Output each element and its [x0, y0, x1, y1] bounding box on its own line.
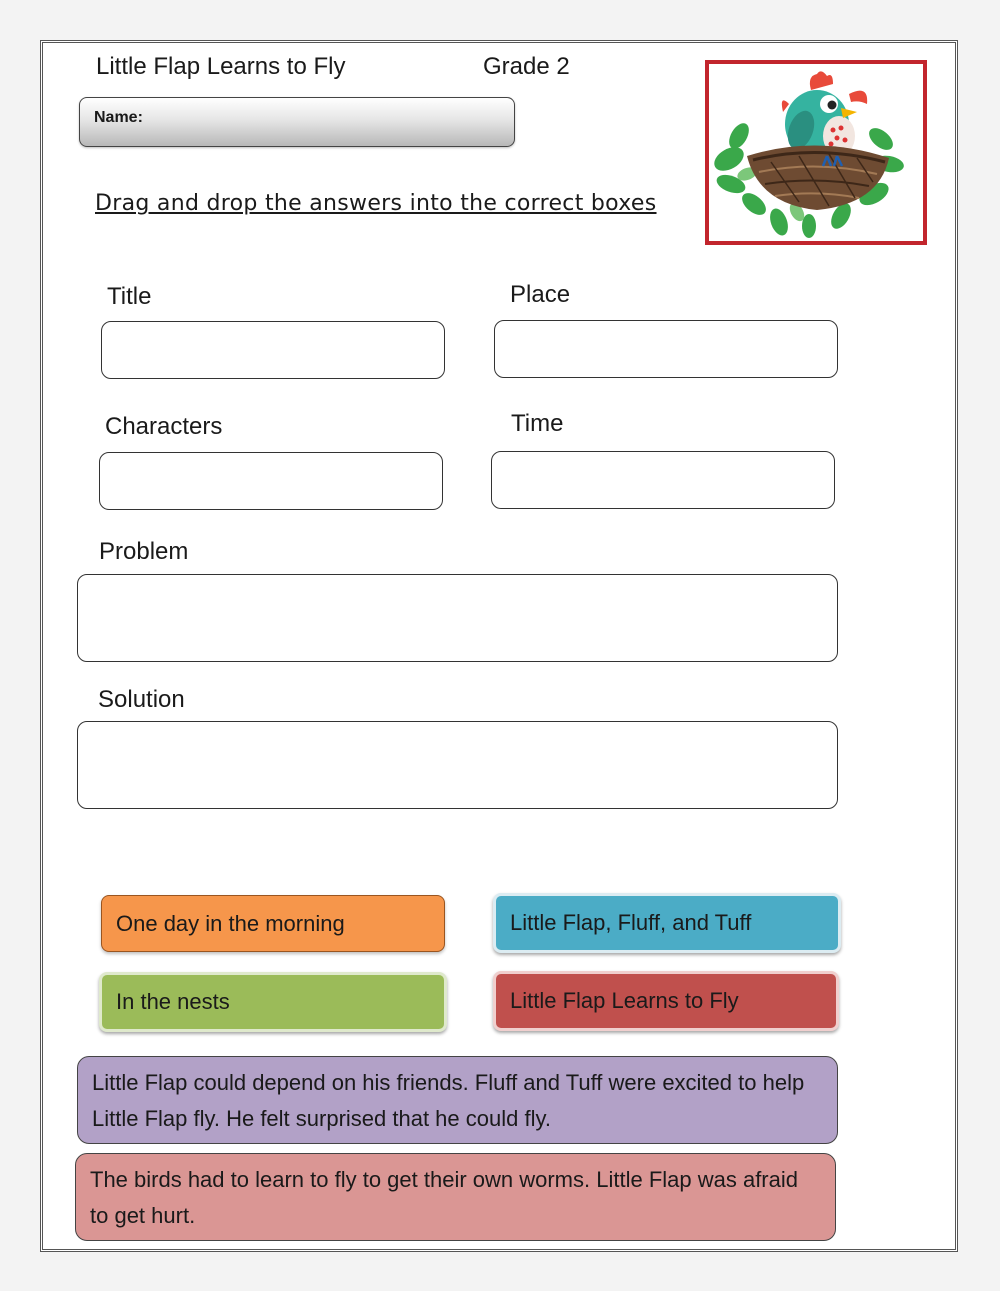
- grade-label: Grade 2: [483, 53, 570, 80]
- answer-chip-solution[interactable]: [77, 1056, 838, 1144]
- solution-label: Solution: [98, 686, 185, 713]
- worksheet-page: [40, 40, 958, 1252]
- answer-chip-text: Little Flap, Fluff, and Tuff: [510, 910, 752, 935]
- instruction-text: Drag and drop the answers into the correct boxes: [95, 191, 657, 216]
- answer-chip-text: Little Flap could depend on his friends. Fluff and Tuff were excited to help Little Flap fly. He felt surprised that he could fly.: [92, 1070, 805, 1131]
- problem-label: Problem: [99, 538, 189, 565]
- worksheet-title: Little Flap Learns to Fly: [96, 53, 346, 80]
- name-label: Name:: [94, 109, 143, 126]
- answer-chip-text: One day in the morning: [116, 910, 345, 936]
- title-label: Title: [107, 283, 152, 310]
- problem-drop-box[interactable]: [77, 574, 838, 662]
- place-drop-box[interactable]: [494, 320, 838, 378]
- answer-chip-problem[interactable]: [75, 1153, 836, 1241]
- time-drop-box[interactable]: [491, 451, 835, 509]
- name-field[interactable]: [79, 97, 515, 147]
- answer-chip-time[interactable]: [101, 895, 445, 952]
- solution-drop-box[interactable]: [77, 721, 838, 809]
- answer-chip-text: The birds had to learn to fly to get their own worms. Little Flap was afraid to get hurt.: [90, 1167, 798, 1228]
- bird-nest-icon: [709, 64, 923, 241]
- answer-chip-title[interactable]: [493, 971, 839, 1031]
- answer-chip-characters[interactable]: [493, 893, 841, 953]
- title-drop-box[interactable]: [101, 321, 445, 379]
- answer-chip-text: Little Flap Learns to Fly: [510, 988, 739, 1013]
- time-label: Time: [511, 410, 564, 437]
- characters-label: Characters: [105, 413, 223, 440]
- bird-in-nest-illustration: [705, 60, 927, 245]
- answer-chip-place[interactable]: [99, 972, 447, 1032]
- place-label: Place: [510, 281, 571, 308]
- characters-drop-box[interactable]: [99, 452, 443, 510]
- answer-chip-text: In the nests: [116, 989, 230, 1014]
